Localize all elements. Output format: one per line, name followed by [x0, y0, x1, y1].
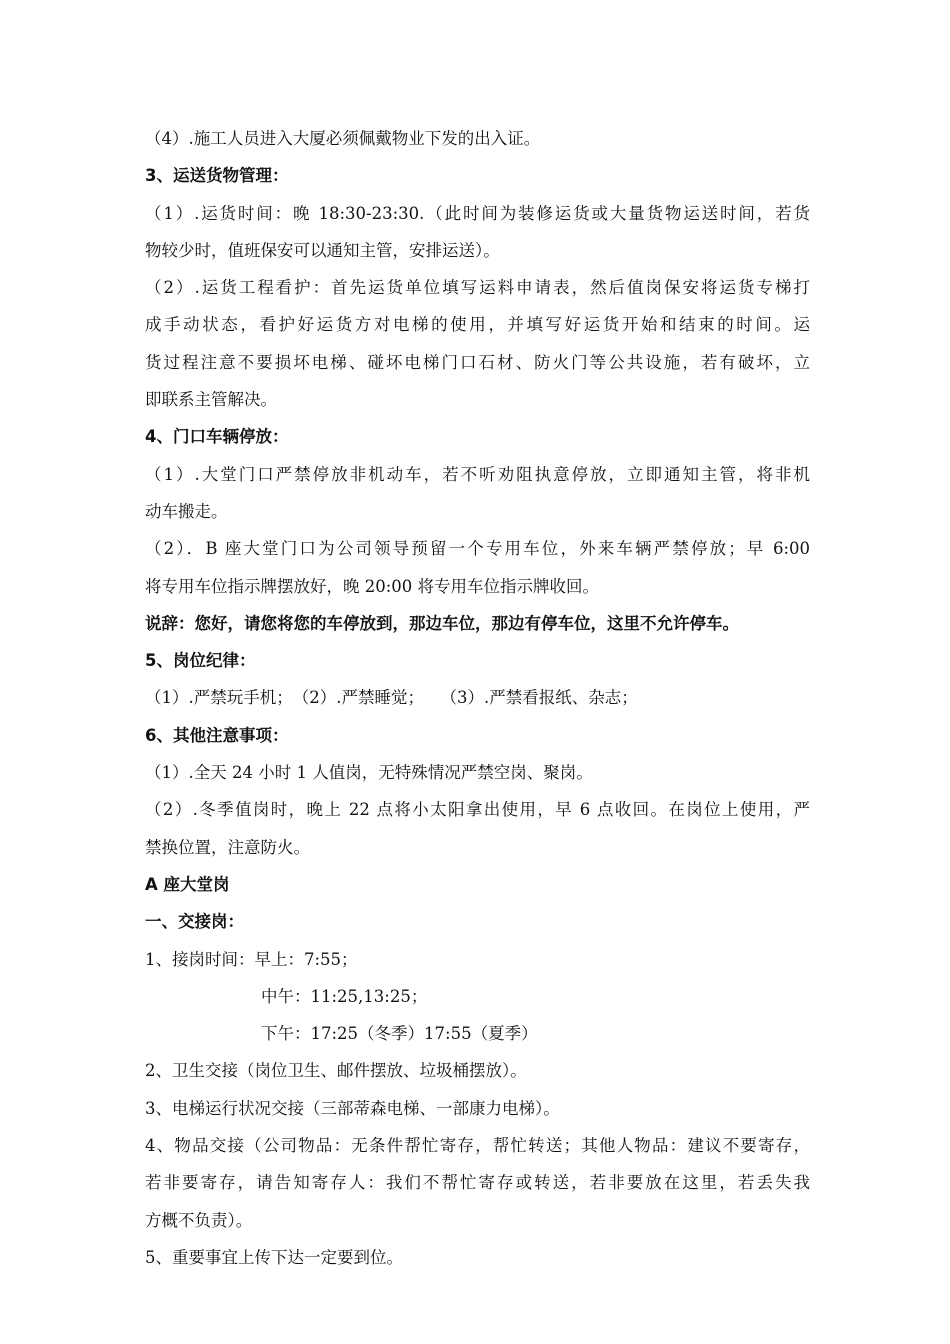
section-heading: 3、运送货物管理： [145, 166, 289, 186]
text-line: （1）.大堂门口严禁停放非机动车，若不听劝阻执意停放，立即通知主管，将非机 [145, 464, 810, 484]
text-line: （4）.施工人员进入大厦必须佩戴物业下发的出入证。 [145, 129, 541, 148]
text-line: 货过程注意不要损坏电梯、碰坏电梯门口石材、防火门等公共设施，若有破坏，立 [145, 352, 810, 372]
section-heading: 一、交接岗： [145, 912, 244, 932]
text-line: 将专用车位指示牌摆放好，晚 20:00 将专用车位指示牌收回。 [145, 576, 600, 596]
text-line: 1、接岗时间：早上：7:55； [145, 949, 358, 969]
section-heading: 4、门口车辆停放： [145, 427, 289, 447]
section-heading: 6、其他注意事项： [145, 725, 289, 745]
text-line: 物较少时，值班保安可以通知主管，安排运送）。 [145, 240, 500, 260]
text-line: 即联系主管解决。 [145, 390, 277, 410]
text-line: （2）.运货工程看护：首先运货单位填写运料申请表，然后值岗保安将运货专梯打 [145, 278, 810, 298]
text-line: （1）.运货时间：晚 18:30-23:30.（此时间为装修运货或大量货物运送时间，若货 [145, 203, 810, 223]
text-line: （1）.全天 24 小时 1 人值岗，无特殊情况严禁空岗、聚岗。 [145, 763, 593, 783]
text-line: 3、电梯运行状况交接（三部蒂森电梯、一部康力电梯）。 [145, 1098, 560, 1118]
script-line: 说辞：您好，请您将您的车停放到，那边车位，那边有停车位，这里不允许停车。 [145, 613, 739, 633]
text-line: 2、卫生交接（岗位卫生、邮件摆放、垃圾桶摆放）。 [145, 1061, 527, 1081]
text-line: 禁换位置，注意防火。 [145, 837, 310, 857]
section-heading: A 座大堂岗 [145, 874, 230, 894]
text-line: 方概不负责）。 [145, 1210, 253, 1230]
text-line: 4、物品交接（公司物品：无条件帮忙寄存，帮忙转送；其他人物品：建议不要寄存， [145, 1136, 810, 1156]
text-line: 若非要寄存，请告知寄存人：我们不帮忙寄存或转送，若非要放在这里，若丢失我 [145, 1173, 810, 1193]
text-line: 中午：11:25,13:25； [261, 986, 428, 1006]
text-line: 动车搬走。 [145, 501, 228, 521]
text-line: 成手动状态，看护好运货方对电梯的使用，并填写好运货开始和结束的时间。运 [145, 315, 810, 335]
section-heading: 5、岗位纪律： [145, 651, 256, 671]
text-line: （1）.严禁玩手机； （2）.严禁睡觉； （3）.严禁看报纸、杂志； [145, 688, 638, 708]
text-line: 5、重要事宜上传下达一定要到位。 [145, 1247, 403, 1267]
document-body [145, 120, 810, 1276]
text-line: （2）．B 座大堂门口为公司领导预留一个专用车位，外来车辆严禁停放；早 6:00 [145, 539, 810, 559]
text-line: （2）.冬季值岗时，晚上 22 点将小太阳拿出使用，早 6 点收回。在岗位上使用，严 [145, 800, 810, 820]
text-line: 下午：17:25（冬季）17:55（夏季） [261, 1024, 538, 1044]
